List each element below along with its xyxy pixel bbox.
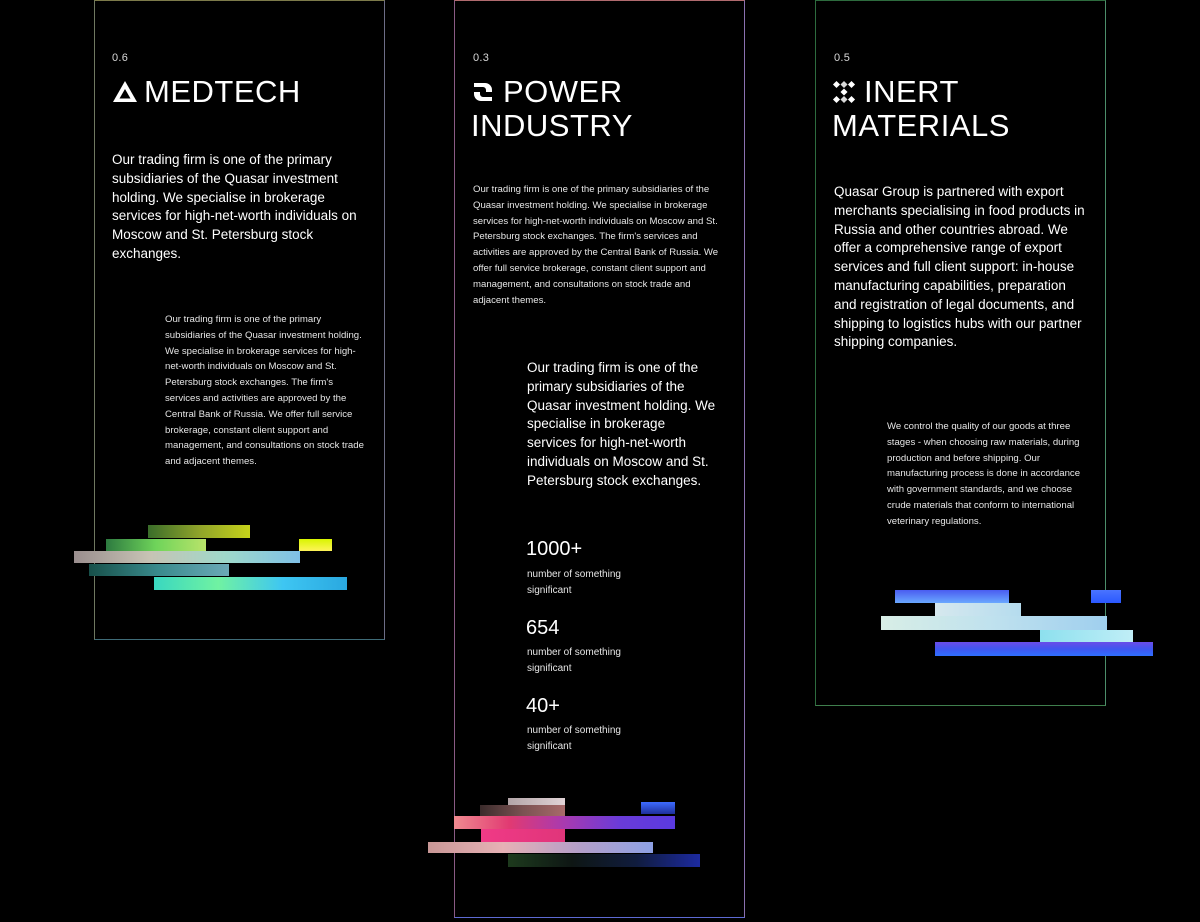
stat-label: number of something significant	[527, 569, 621, 596]
card-description-small: Our trading firm is one of the primary subsidiaries of the Quasar investment holding. We specialise in brokerage services for high-net-worth individuals on Moscow and St. Petersburg stock exchanges. The firm's services and activities are approved by the Central Bank of Russia. We offer full service brokerage, constant client support and management, and consultations on stock trade and adjacent themes.	[473, 184, 719, 306]
title-line: INERT	[864, 74, 959, 109]
card-title-inert-materials	[832, 75, 1010, 143]
stat-value: 1000+	[526, 538, 583, 560]
title-line: MATERIALS	[832, 108, 1010, 143]
card-description-large: Our trading firm is one of the primary subsidiaries of the Quasar investment holding. We specialise in brokerage services for high-net-worth individuals on Moscow and St. Petersburg stock exchanges.	[527, 360, 716, 488]
title-line: INDUSTRY	[471, 108, 633, 143]
card-title-power-industry	[471, 75, 633, 143]
triangle-mark-icon	[112, 77, 136, 101]
card-number: 0.5	[834, 52, 851, 64]
card-description-small: Our trading firm is one of the primary subsidiaries of the Quasar investment holding. We specialise in brokerage services for high-net-worth individuals on Moscow and St. Petersburg stock exchanges. The firm's services and activities are approved by the Central Bank of Russia. We offer full service brokerage, constant client support and management, and consultations on stock trade and adjacent themes.	[165, 314, 364, 468]
stat-value: 654	[526, 617, 560, 639]
stat-value: 40+	[526, 695, 560, 717]
card-number: 0.6	[112, 52, 129, 64]
card-description-small: We control the quality of our goods at three stages - when choosing raw materials, during production and before shipping. Our manufacturing process is done in accordance with government standards, and we choose crude materials that conform to international veterinary regulations.	[887, 421, 1081, 527]
dotted-diamond-icon	[832, 77, 856, 101]
card-description-large: Our trading firm is one of the primary subsidiaries of the Quasar investment holding. We specialise in brokerage services for high-net-worth individuals on Moscow and St. Petersburg stock exchanges.	[112, 152, 357, 261]
title-line: MEDTECH	[144, 74, 301, 109]
rotating-arrows-icon	[471, 77, 495, 101]
card-number: 0.3	[473, 52, 490, 64]
title-line: POWER	[503, 74, 623, 109]
card-description-large: Quasar Group is partnered with export merchants specialising in food products in Russia and other countries abroad. We offer a comprehensive range of export services and full client support: in-house manufacturing capabilities, preparation and registration of legal documents, and shipping to logistics hubs with our partner shipping companies.	[834, 184, 1085, 350]
card-title-medtech	[112, 75, 301, 109]
stat-label: number of something significant	[527, 647, 621, 674]
stat-label: number of something significant	[527, 725, 621, 752]
